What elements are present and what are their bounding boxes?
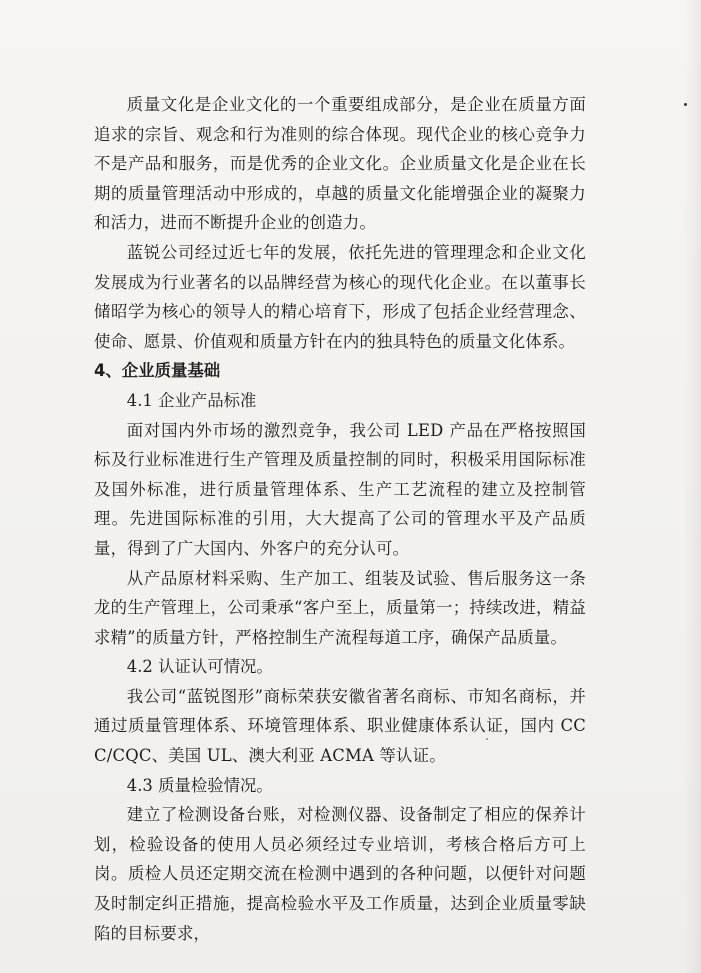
subheading-certification: 4.2 认证认可情况。	[126, 657, 273, 677]
subheading-inspection: 4.3 质量检验情况。	[126, 775, 273, 795]
document-body	[94, 90, 586, 948]
subheading-product-standards: 4.1 企业产品标准	[126, 390, 257, 410]
paragraph-certifications: 我公司“蓝锐图形”商标荣获安徽省著名商标、市知名商标，并通过质量管理体系、环境管理体系、职业健康体系认证，国内 CCC/CQC、美国 UL、澳大利亚 ACMA 等认证。	[94, 686, 586, 766]
paragraph-inspection-details: 建立了检测设备台账，对检测仪器、设备制定了相应的保养计划，检验设备的使用人员必须经过专业培训，考核合格后方可上岗。质检人员还定期交流在检测中遇到的各种问题，以便针对问题及时制定纠正措施，提高检验水平及工作质量，达到企业质量零缺陷的目标要求，	[94, 805, 586, 943]
paragraph-company-development: 蓝锐公司经过近七年的发展，依托先进的管理理念和企业文化发展成为行业著名的以品牌经营为核心的现代化企业。在以董事长储昭学为核心的领导人的精心培育下，形成了包括企业经营理念、使命、愿景、价值观和质量方针在内的独具特色的质量文化体系。	[94, 242, 586, 351]
paragraph-quality-policy: 从产品原材料采购、生产加工、组装及试验、售后服务这一条龙的生产管理上，公司秉承“客户至上，质量第一；持续改进，精益求精”的质量方针，严格控制生产流程每道工序，确保产品质量。	[94, 568, 586, 647]
scan-edge-shadow	[683, 0, 701, 973]
paragraph-quality-culture: 质量文化是企业文化的一个重要组成部分，是企业在质量方面追求的宗旨、观念和行为准则的综合体现。现代企业的核心竞争力不是产品和服务，而是优秀的企业文化。企业质量文化是企业在长期的质量管理活动中形成的，卓越的质量文化能增强企业的凝聚力和活力，进而不断提升企业的创造力。	[94, 95, 586, 233]
scan-speck	[684, 103, 687, 106]
paragraph-international-standards: 面对国内外市场的激烈竞争，我公司 LED 产品在严格按照国标及行业标准进行生产管理及质量控制的同时，积极采用国际标准及国外标准，进行质量管理体系、生产工艺流程的建立及控制管理。先进国际标准的引用，大大提高了公司的管理水平及产品质量，得到了广大国内、外客户的充分认可。	[94, 420, 586, 558]
section-heading-quality-foundation: 4、企业质量基础	[94, 361, 221, 381]
